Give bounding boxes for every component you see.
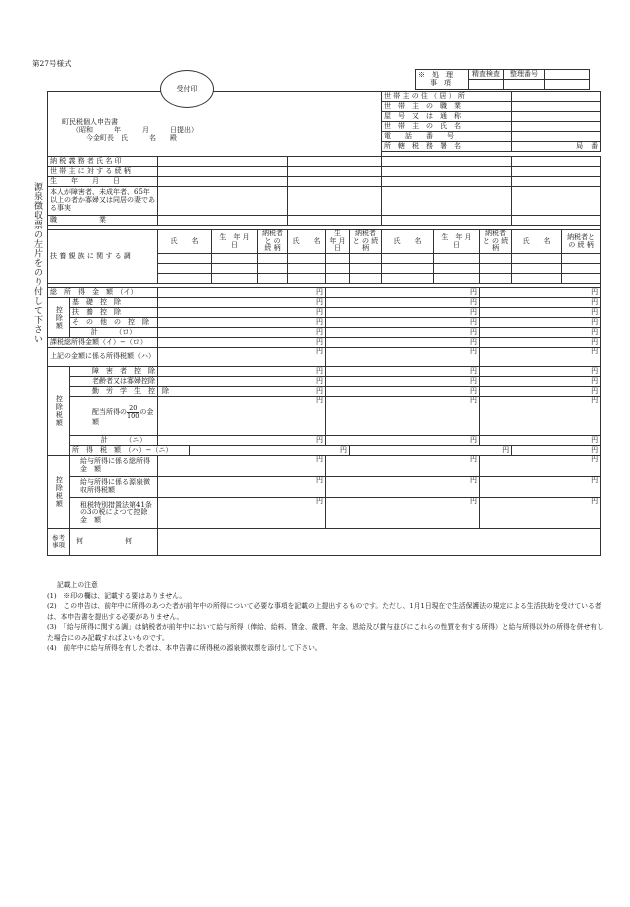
amount-cell[interactable]: 円	[326, 328, 480, 338]
office-processing-label: ※ 処 理 事 項	[416, 70, 469, 90]
deduction-group-label: 控除額	[48, 298, 70, 338]
occupation-field[interactable]	[288, 216, 382, 226]
other-deduction-label: そ の 他 の 控 除	[70, 318, 158, 328]
dependent-cell[interactable]	[212, 274, 258, 284]
dependent-cell[interactable]	[212, 254, 258, 264]
dependent-deduction-label: 扶 養 控 除	[70, 308, 158, 318]
amount-cell[interactable]: 円	[480, 387, 601, 397]
tax-deduction-group-label: 控除税額	[48, 367, 70, 456]
dependent-cell[interactable]	[212, 264, 258, 274]
amount-cell[interactable]: 円	[158, 456, 326, 477]
deduction-total-label: 計 （ロ）	[70, 328, 158, 338]
head-field-label: 世 帯 主 の 職 業	[382, 102, 512, 112]
amount-cell[interactable]: 円	[158, 328, 326, 338]
fraction-20-100	[127, 405, 139, 419]
dependent-cell[interactable]	[512, 254, 562, 264]
amount-cell[interactable]: 円	[158, 377, 326, 387]
reference-label: 参考事項	[48, 529, 70, 556]
inspection-field[interactable]	[469, 80, 504, 90]
basic-deduction-label: 基 礎 控 除	[70, 298, 158, 308]
taxpayer-name-field[interactable]	[382, 157, 512, 167]
dependent-cell[interactable]	[434, 264, 480, 274]
dependent-cell[interactable]	[326, 264, 350, 274]
amount-cell[interactable]: 円	[350, 446, 512, 456]
note-item: (3) 「給与所得に関する調」は納税者が前年中において給与所得（俸給、給料、賃金、歳費、年金、恩給及び賞与並びにこれらの性質を有する所得）と給与所得以外の所得を併せ有した場合にのみ記載すればよいものです。	[47, 623, 604, 642]
amount-cell[interactable]: 円	[326, 318, 480, 328]
income-tax-on-amount-label: 上記の金額に係る所得税額（ハ）	[48, 348, 158, 367]
amount-cell[interactable]: 円	[158, 397, 326, 436]
birth-date-label: 生 年 月 日	[48, 177, 158, 187]
dependent-cell[interactable]	[382, 254, 434, 264]
amount-cell[interactable]: 円	[480, 377, 601, 387]
dependent-cell[interactable]	[480, 274, 512, 284]
salary-withholding-label: 給与所得に係る源泉徴収所得税額	[70, 477, 158, 498]
amount-cell[interactable]: 円	[512, 446, 601, 456]
office-blank-cell[interactable]	[545, 80, 590, 90]
amount-cell[interactable]: 円	[480, 477, 601, 498]
serial-number-header: 整理番号	[504, 70, 545, 80]
dependent-cell[interactable]	[288, 274, 326, 284]
form-title: 町民税個人申告書	[62, 118, 118, 127]
amount-cell[interactable]: 円	[480, 498, 601, 529]
occupation-field[interactable]	[158, 216, 288, 226]
dependent-cell[interactable]	[382, 264, 434, 274]
taxpayer-name-field[interactable]	[158, 157, 288, 167]
tax-office-field[interactable]	[512, 142, 601, 152]
dependent-cell[interactable]	[288, 264, 326, 274]
status-fact-field[interactable]	[512, 187, 601, 216]
addressee: 今金町長 氏 名 殿	[86, 133, 177, 142]
dependent-cell[interactable]	[382, 274, 434, 284]
dependent-cell[interactable]	[562, 254, 601, 264]
form-number: 第27号様式	[32, 59, 72, 68]
amount-cell[interactable]: 円	[158, 477, 326, 498]
dependent-cell[interactable]	[258, 274, 288, 284]
dependent-relation-header: 納税者と の 続 柄	[350, 230, 382, 254]
amount-cell[interactable]: 円	[326, 397, 480, 436]
reference-text: 何 何	[70, 529, 158, 556]
note-item: (2) この申告は、前年中に所得のあつた者が前年中の所得について必要な事項を記載の上提出するものです。ただし、1月1日現在で生活保護法の規定による生活扶助を受けている者は、本申告書を提出する必要がありません。	[47, 602, 602, 621]
head-field-label: 電 話 番 号	[382, 132, 512, 142]
taxpayer-name-label: 納 税 義 務 者 氏 名 印	[48, 157, 158, 167]
amount-cell[interactable]: 円	[326, 338, 480, 348]
status-fact-field[interactable]	[288, 187, 382, 216]
dependent-cell[interactable]	[562, 274, 601, 284]
notes-section	[47, 580, 607, 654]
birth-date-field[interactable]	[512, 177, 601, 187]
amount-cell[interactable]: 円	[158, 288, 326, 298]
dependent-cell[interactable]	[350, 274, 382, 284]
note-item: (1) ※印の欄は、記載する要はありません。	[47, 591, 187, 600]
taxpayer-name-field[interactable]	[512, 157, 601, 167]
fraction-numerator: 20	[127, 405, 139, 413]
dividend-deduction-label	[70, 397, 158, 436]
head-field-label: 屋 号 又 は 通 称	[382, 112, 512, 122]
note-item: (4) 前年中に給与所得を有した者は、本申告書に所得税の源泉徴収票を添付して下さい。	[47, 644, 322, 653]
number-suffix: 番	[591, 141, 599, 150]
amount-cell[interactable]: 円	[158, 338, 326, 348]
amount-cell[interactable]: 円	[326, 477, 480, 498]
status-fact-label: 本人が障害者、未成年者、65年以上の者か寡婦又は同居の妻である事実	[48, 187, 158, 216]
head-field-input[interactable]	[512, 92, 601, 102]
income-tax-label: 所 得 税 額 （ハ）−（ニ）	[70, 446, 190, 456]
taxpayer-name-field[interactable]	[288, 157, 382, 167]
birth-date-field[interactable]	[158, 177, 288, 187]
gross-income-label: 総 所 得 金 額 （イ）	[48, 288, 158, 298]
withholding-group-label: 控除税額	[48, 456, 70, 529]
amount-cell[interactable]: 円	[158, 387, 326, 397]
dependent-cell[interactable]	[512, 274, 562, 284]
amount-cell[interactable]: 円	[326, 367, 480, 377]
amount-cell[interactable]: 円	[480, 456, 601, 477]
dependent-cell[interactable]	[326, 274, 350, 284]
dependents-label: 扶 養 親 族 に 関 す る 調	[48, 230, 158, 284]
relation-field[interactable]	[512, 167, 601, 177]
notes-title: 記載上の注意	[57, 581, 98, 589]
reference-field[interactable]	[158, 529, 601, 556]
dependent-cell[interactable]	[562, 264, 601, 274]
dependent-cell[interactable]	[158, 274, 212, 284]
amount-cell[interactable]: 円	[480, 288, 601, 298]
relation-field[interactable]	[382, 167, 512, 177]
amount-cell[interactable]: 円	[326, 387, 480, 397]
dependent-cell[interactable]	[512, 264, 562, 274]
amount-cell[interactable]: 円	[326, 348, 480, 367]
dependent-cell[interactable]	[434, 254, 480, 264]
head-field-label: 所 轄 税 務 署 名	[382, 142, 512, 152]
dependent-cell[interactable]	[434, 274, 480, 284]
dependent-birth-header: 生 年 月 日	[434, 230, 480, 254]
dependent-name-header: 氏 名	[382, 230, 434, 254]
head-field-label: 世 帯 主 の 住 （ 居 ） 所	[382, 92, 512, 102]
amount-cell[interactable]: 円	[480, 436, 601, 446]
amount-cell[interactable]: 円	[158, 298, 326, 308]
amount-cell[interactable]: 円	[326, 308, 480, 318]
salary-income-label: 給与所得に係る総所得 金 額	[70, 456, 158, 477]
amount-cell[interactable]: 円	[480, 328, 601, 338]
amount-cell[interactable]: 円	[326, 456, 480, 477]
dependent-cell[interactable]	[350, 264, 382, 274]
taxable-income-label: 課税総所得金額（イ）−（ロ）	[48, 338, 158, 348]
amount-cell[interactable]: 円	[190, 446, 350, 456]
amount-cell[interactable]: 円	[158, 367, 326, 377]
dependent-cell[interactable]	[480, 264, 512, 274]
serial-number-field[interactable]	[504, 80, 545, 90]
dependent-name-header: 氏 名	[288, 230, 326, 254]
head-field-input[interactable]	[512, 102, 601, 112]
head-field-input[interactable]	[512, 122, 601, 132]
dividend-prefix: 配当所得の	[92, 408, 127, 417]
dependent-birth-header: 生 年 月 日	[326, 230, 350, 254]
header-block	[48, 92, 382, 157]
working-student-deduction-label: 勤 労 学 生 控 除	[70, 387, 158, 397]
relation-field[interactable]	[158, 167, 288, 177]
occupation-label: 職 業	[48, 216, 158, 226]
dependent-cell[interactable]	[480, 254, 512, 264]
relation-label: 世 帯 主 に 対 す る 続 柄	[48, 167, 158, 177]
birth-date-field[interactable]	[382, 177, 512, 187]
status-fact-field[interactable]	[158, 187, 288, 216]
submission-date: （昭和 年 月 日提出）	[72, 126, 198, 135]
office-blank-cell[interactable]	[545, 70, 590, 80]
amount-cell[interactable]: 円	[480, 308, 601, 318]
status-fact-field[interactable]	[382, 187, 512, 216]
amount-cell[interactable]: 円	[326, 288, 480, 298]
bureau-suffix: 局	[576, 141, 584, 150]
dependent-name-header: 氏 名	[512, 230, 562, 254]
tax-return-form-table	[47, 91, 601, 556]
amount-cell[interactable]: 円	[480, 318, 601, 328]
head-field-input[interactable]	[512, 132, 601, 142]
amount-cell[interactable]: 円	[158, 348, 326, 367]
dependent-relation-header: 納税者と の 続 柄	[258, 230, 288, 254]
dependent-birth-header: 生 年 月 日	[212, 230, 258, 254]
head-field-label: 世 帯 主 の 氏 名	[382, 122, 512, 132]
amount-cell[interactable]: 円	[480, 367, 601, 377]
amount-cell[interactable]: 円	[158, 498, 326, 529]
dependent-cell[interactable]	[288, 254, 326, 264]
dependent-relation-header: 納税者と の 続 柄	[562, 230, 601, 254]
amount-cell[interactable]: 円	[158, 318, 326, 328]
special-measures-label: 租税特別措置法第41条の3の税によつて控除 金 額	[70, 498, 158, 529]
inspection-header: 精査検査	[469, 70, 504, 80]
dependent-cell[interactable]	[258, 264, 288, 274]
occupation-field[interactable]	[382, 216, 512, 226]
occupation-field[interactable]	[512, 216, 601, 226]
office-processing-box	[415, 69, 590, 90]
amount-cell[interactable]: 円	[480, 348, 601, 367]
dependent-cell[interactable]	[258, 254, 288, 264]
birth-date-field[interactable]	[288, 177, 382, 187]
dependent-cell[interactable]	[326, 254, 350, 264]
fraction-denominator: 100	[127, 411, 140, 420]
relation-field[interactable]	[288, 167, 382, 177]
amount-cell[interactable]: 円	[480, 397, 601, 436]
amount-cell[interactable]: 円	[326, 436, 480, 446]
dependent-relation-header: 納税者と の 続 柄	[480, 230, 512, 254]
amount-cell[interactable]: 円	[480, 338, 601, 348]
amount-cell[interactable]: 円	[326, 377, 480, 387]
head-field-input[interactable]	[512, 112, 601, 122]
reception-stamp-circle: 受付印	[160, 70, 214, 108]
amount-cell[interactable]: 円	[326, 498, 480, 529]
dependent-cell[interactable]	[158, 254, 212, 264]
dependent-name-header: 氏 名	[158, 230, 212, 254]
tax-deduction-total-label: 計 （ニ）	[70, 436, 158, 446]
dividend-suffix: の金額	[92, 408, 154, 427]
dependent-cell[interactable]	[350, 254, 382, 264]
amount-cell[interactable]: 円	[158, 436, 326, 446]
amount-cell[interactable]: 円	[158, 308, 326, 318]
amount-cell[interactable]: 円	[326, 298, 480, 308]
side-note-paste-receipt: 源泉徴収票の左片をのり付して下さい	[32, 182, 42, 344]
disability-deduction-label: 障 害 者 控 除	[70, 367, 158, 377]
dependent-cell[interactable]	[158, 264, 212, 274]
amount-cell[interactable]: 円	[480, 298, 601, 308]
elderly-widow-deduction-label: 老齢者又は寡婦控除	[70, 377, 158, 387]
